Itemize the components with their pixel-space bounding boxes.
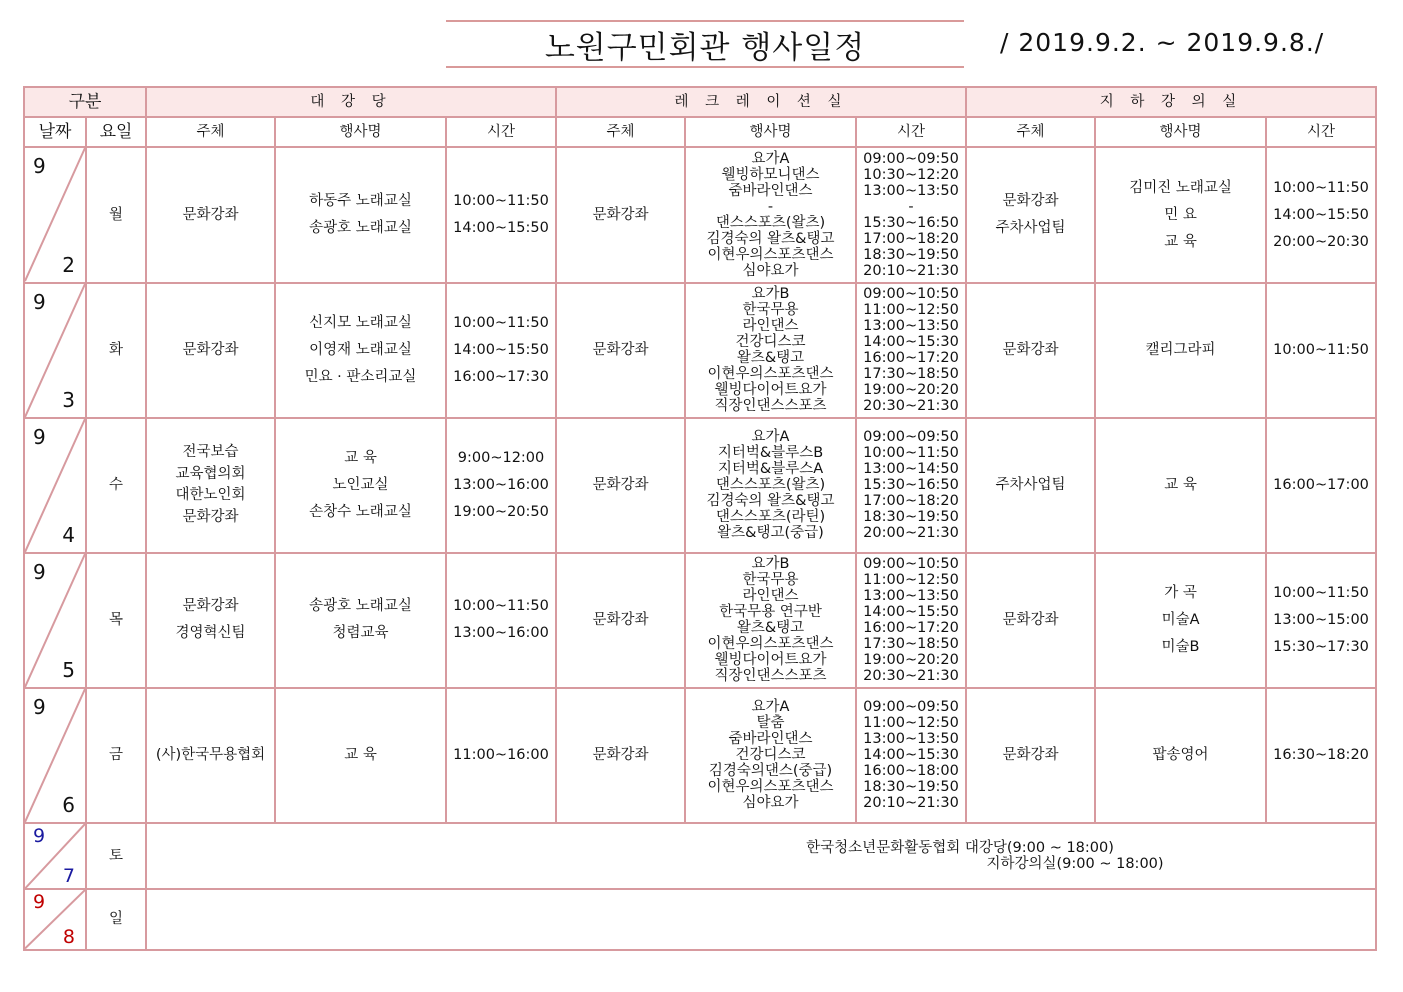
date-month: 9: [33, 824, 46, 847]
recreation-event-line: 건강디스코: [735, 334, 806, 351]
date-month: 9: [33, 694, 46, 719]
main-hall-time-line: 10:00~11:50: [453, 193, 549, 210]
sunday-empty-cell: [146, 889, 1376, 950]
main-hall-event-line: 하동주 노래교실: [309, 193, 412, 210]
recreation-event-line: 요가A: [751, 429, 790, 446]
recreation-time-line: 16:00~17:20: [863, 620, 959, 637]
recreation-event-line: 줌바라인댄스: [728, 183, 813, 200]
recreation-event-line: 요가A: [751, 151, 790, 168]
main-hall-host: [146, 147, 275, 282]
recreation-event-line: 김경숙의댄스(중급): [708, 763, 833, 780]
recreation-host-line: 문화강좌: [592, 476, 649, 493]
date-day: 8: [62, 925, 75, 948]
date-day: 3: [62, 388, 75, 413]
recreation-time-line: 13:00~13:50: [863, 731, 959, 748]
schedule-row-fri: [24, 688, 1376, 823]
main-hall-event-line: 청렴교육: [332, 625, 389, 642]
recreation-time-line: 18:30~19:50: [863, 509, 959, 526]
main-hall-event-line: 이영재 노래교실: [309, 341, 412, 358]
date-day: 7: [62, 864, 75, 887]
recreation-time-line: 13:00~14:50: [863, 461, 959, 478]
basement-event-line: 팝송영어: [1152, 746, 1209, 763]
header-basement-room: 지 하 강 의 실: [966, 87, 1376, 117]
header-main-hall: 대 강 당: [146, 87, 556, 117]
recreation-time-line: 13:00~13:50: [863, 183, 959, 200]
basement-host: [966, 553, 1095, 688]
main-hall-event-line: 교 육: [344, 449, 377, 466]
recreation-event-line: 한국무용: [742, 572, 799, 589]
recreation-host: [556, 147, 685, 282]
main-hall-time-line: 13:00~16:00: [453, 625, 549, 642]
header-date: 날짜: [24, 117, 86, 147]
recreation-time-line: 13:00~13:50: [863, 318, 959, 335]
main-hall-event: [275, 553, 446, 688]
main-hall-event-line: 민요 · 판소리교실: [304, 368, 417, 385]
recreation-host-line: 문화강좌: [592, 746, 649, 763]
header-gubun: 구분: [24, 87, 146, 117]
date-month: 9: [33, 559, 46, 584]
recreation-event-line: 댄스스포츠(왈츠): [715, 215, 826, 232]
weekday-label: 수: [86, 418, 146, 553]
basement-time-line: 14:00~15:50: [1273, 206, 1369, 223]
main-hall-host: [146, 283, 275, 418]
date-cell: [24, 688, 86, 823]
main-hall-time-line: 13:00~16:00: [453, 476, 549, 493]
recreation-host-line: 문화강좌: [592, 611, 649, 628]
recreation-time-line: 11:00~12:50: [863, 302, 959, 319]
date-month: 9: [33, 154, 46, 179]
date-cell: [24, 418, 86, 553]
basement-event-line: 교 육: [1164, 476, 1197, 493]
weekday-label: 토: [86, 823, 146, 890]
basement-time: [1266, 418, 1376, 553]
date-day: 5: [62, 658, 75, 683]
recreation-time-line: 13:00~13:50: [863, 588, 959, 605]
basement-event: [1095, 553, 1266, 688]
date-cell: [24, 147, 86, 282]
recreation-host: [556, 418, 685, 553]
main-hall-time: [446, 283, 556, 418]
recreation-event-line: 지터벅&블루스A: [717, 461, 824, 478]
recreation-event-line: 한국무용: [742, 302, 799, 319]
basement-time-line: 16:30~18:20: [1273, 746, 1369, 763]
header-time: 시간: [856, 117, 966, 147]
recreation-time: [856, 688, 966, 823]
recreation-event-line: 직장인댄스스포츠: [714, 398, 827, 415]
basement-host-line: 주차사업팀: [995, 476, 1066, 493]
main-hall-event: [275, 418, 446, 553]
main-hall-time-line: 19:00~20:50: [453, 503, 549, 520]
basement-host-line: 주차사업팀: [995, 220, 1066, 237]
basement-event-line: 가 곡: [1164, 584, 1197, 601]
basement-time-line: 10:00~11:50: [1273, 584, 1369, 601]
recreation-event-line: 웰빙다이어트요가: [714, 652, 827, 669]
basement-host: [966, 147, 1095, 282]
basement-host-line: 문화강좌: [1002, 341, 1059, 358]
main-hall-host-line: 경영혁신팀: [175, 625, 246, 642]
main-hall-host: [146, 418, 275, 553]
schedule-row-mon: [24, 147, 1376, 282]
main-hall-host: [146, 553, 275, 688]
weekday-label: 화: [86, 283, 146, 418]
basement-time-line: 15:30~17:30: [1273, 638, 1369, 655]
recreation-host: [556, 553, 685, 688]
recreation-time-line: 20:10~21:30: [863, 263, 959, 280]
main-hall-host-line: 전국보습: [182, 444, 239, 461]
recreation-time-line: 17:30~18:50: [863, 366, 959, 383]
recreation-event-line: 지터벅&블루스B: [717, 445, 824, 462]
page-title: 노원구민회관 행사일정: [446, 20, 964, 68]
recreation-time: [856, 418, 966, 553]
saturday-notes: [146, 823, 1376, 890]
main-hall-time-line: 9:00~12:00: [457, 449, 545, 466]
recreation-time-line: 18:30~19:50: [863, 247, 959, 264]
recreation-event: [685, 418, 856, 553]
main-hall-time: [446, 147, 556, 282]
main-hall-host-line: 문화강좌: [182, 598, 239, 615]
basement-event-line: 김미진 노래교실: [1129, 179, 1232, 196]
basement-event: [1095, 283, 1266, 418]
recreation-event-line: 왈츠&탱고: [736, 620, 805, 637]
header-recreation-room: 레 크 레 이 션 실: [556, 87, 966, 117]
weekday-label: 금: [86, 688, 146, 823]
basement-event-line: 민 요: [1164, 206, 1197, 223]
main-hall-event: [275, 688, 446, 823]
recreation-event-line: -: [767, 199, 774, 216]
recreation-time-line: 20:00~21:30: [863, 525, 959, 542]
recreation-time-line: 16:00~18:00: [863, 763, 959, 780]
basement-time-line: 20:00~20:30: [1273, 233, 1369, 250]
main-hall-time: [446, 553, 556, 688]
basement-time-line: 10:00~11:50: [1273, 341, 1369, 358]
recreation-time: [856, 147, 966, 282]
main-hall-time: [446, 688, 556, 823]
basement-host-line: 문화강좌: [1002, 746, 1059, 763]
header-event: 행사명: [275, 117, 446, 147]
basement-time: [1266, 283, 1376, 418]
recreation-time-line: 17:30~18:50: [863, 636, 959, 653]
main-hall-event: [275, 147, 446, 282]
recreation-event-line: 요가B: [751, 556, 790, 573]
recreation-time-line: 09:00~10:50: [863, 556, 959, 573]
recreation-event-line: 탈춤: [756, 715, 785, 732]
date-day: 4: [62, 523, 75, 548]
recreation-event: [685, 553, 856, 688]
header-event: 행사명: [685, 117, 856, 147]
header-host: 주체: [556, 117, 685, 147]
schedule-row-thu: [24, 553, 1376, 688]
recreation-time-line: 20:10~21:30: [863, 795, 959, 812]
main-hall-host-line: 문화강좌: [182, 508, 239, 525]
recreation-time-line: 11:00~12:50: [863, 572, 959, 589]
recreation-event-line: 직장인댄스스포츠: [714, 668, 827, 685]
main-hall-host-line: 문화강좌: [182, 341, 239, 358]
basement-time-line: 16:00~17:00: [1273, 476, 1369, 493]
recreation-event: [685, 147, 856, 282]
recreation-event-line: 김경숙의 왈츠&탱고: [706, 231, 835, 248]
recreation-event: [685, 688, 856, 823]
recreation-host-line: 문화강좌: [592, 206, 649, 223]
schedule-row-tue: [24, 283, 1376, 418]
main-hall-event-line: 신지모 노래교실: [309, 314, 412, 331]
header-row-halls: [24, 87, 1376, 117]
date-month: 9: [33, 424, 46, 449]
recreation-time-line: 10:00~11:50: [863, 445, 959, 462]
recreation-time-line: 18:30~19:50: [863, 779, 959, 796]
recreation-event-line: 이현우의스포츠댄스: [707, 779, 834, 796]
date-month: 9: [33, 891, 46, 914]
main-hall-event: [275, 283, 446, 418]
main-hall-event-line: 노인교실: [332, 476, 389, 493]
recreation-event-line: 댄스스포츠(왈츠): [715, 477, 826, 494]
schedule-row-sun: [24, 889, 1376, 950]
recreation-event-line: 웰빙하모니댄스: [721, 167, 820, 184]
basement-time: [1266, 553, 1376, 688]
recreation-time-line: 20:30~21:30: [863, 398, 959, 415]
basement-event-line: 교 육: [1164, 233, 1197, 250]
main-hall-host-line: 교육협의회: [175, 465, 246, 482]
recreation-host: [556, 688, 685, 823]
header-host: 주체: [146, 117, 275, 147]
recreation-time-line: 11:00~12:50: [863, 715, 959, 732]
main-hall-host-line: 대한노인회: [175, 487, 246, 504]
recreation-event-line: 라인댄스: [742, 588, 799, 605]
recreation-event-line: 이현우의스포츠댄스: [707, 636, 834, 653]
saturday-note-line: 한국청소년문화활동협회 대강당(9:00 ~ 18:00): [806, 839, 1114, 856]
main-hall-event-line: 송광호 노래교실: [309, 220, 412, 237]
main-hall-host-line: 문화강좌: [182, 206, 239, 223]
main-hall-host: [146, 688, 275, 823]
schedule-table: [23, 86, 1377, 951]
recreation-time-line: 09:00~09:50: [863, 699, 959, 716]
recreation-event-line: 웰빙다이어트요가: [714, 382, 827, 399]
recreation-event-line: 왈츠&탱고: [736, 350, 805, 367]
basement-time-line: 10:00~11:50: [1273, 179, 1369, 196]
basement-event: [1095, 147, 1266, 282]
basement-event-line: 미술A: [1161, 611, 1200, 628]
recreation-event-line: 한국무용 연구반: [719, 604, 822, 621]
recreation-time-line: 17:00~18:20: [863, 493, 959, 510]
main-hall-event-line: 송광호 노래교실: [309, 598, 412, 615]
date-day: 6: [62, 793, 75, 818]
date-cell: [24, 283, 86, 418]
recreation-time-line: 19:00~20:20: [863, 652, 959, 669]
main-hall-time: [446, 418, 556, 553]
recreation-host-line: 문화강좌: [592, 341, 649, 358]
recreation-time-line: 09:00~09:50: [863, 429, 959, 446]
recreation-time-line: 15:30~16:50: [863, 477, 959, 494]
saturday-note-line: 지하강의실(9:00 ~ 18:00): [986, 856, 1164, 873]
header-weekday: 요일: [86, 117, 146, 147]
recreation-time-line: 16:00~17:20: [863, 350, 959, 367]
recreation-time-line: 10:30~12:20: [863, 167, 959, 184]
recreation-time-line: 15:30~16:50: [863, 215, 959, 232]
recreation-time-line: -: [908, 199, 914, 216]
main-hall-time-line: 11:00~16:00: [453, 746, 549, 763]
main-hall-time-line: 16:00~17:30: [453, 368, 549, 385]
recreation-time-line: 17:00~18:20: [863, 231, 959, 248]
main-hall-event-line: 교 육: [344, 746, 377, 763]
header-row-columns: [24, 117, 1376, 147]
recreation-event-line: 심야요가: [742, 263, 799, 280]
main-hall-time-line: 10:00~11:50: [453, 314, 549, 331]
date-cell: [24, 823, 86, 890]
recreation-event-line: 이현우의스포츠댄스: [707, 247, 834, 264]
date-month: 9: [33, 289, 46, 314]
header-event: 행사명: [1095, 117, 1266, 147]
recreation-event-line: 라인댄스: [742, 318, 799, 335]
recreation-event-line: 왈츠&탱고(중급): [717, 525, 824, 542]
basement-host: [966, 418, 1095, 553]
main-hall-time-line: 14:00~15:50: [453, 341, 549, 358]
recreation-event-line: 이현우의스포츠댄스: [707, 366, 834, 383]
basement-time: [1266, 688, 1376, 823]
basement-host: [966, 688, 1095, 823]
main-hall-event-line: 손창수 노래교실: [309, 503, 412, 520]
recreation-time-line: 14:00~15:30: [863, 747, 959, 764]
weekday-label: 목: [86, 553, 146, 688]
basement-host-line: 문화강좌: [1002, 193, 1059, 210]
date-cell: [24, 553, 86, 688]
main-hall-time-line: 10:00~11:50: [453, 598, 549, 615]
schedule-row-wed: [24, 418, 1376, 553]
recreation-event-line: 심야요가: [742, 795, 799, 812]
recreation-time: [856, 553, 966, 688]
recreation-time-line: 19:00~20:20: [863, 382, 959, 399]
recreation-event: [685, 283, 856, 418]
recreation-host: [556, 283, 685, 418]
recreation-time-line: 14:00~15:30: [863, 334, 959, 351]
weekday-label: 월: [86, 147, 146, 282]
weekday-label: 일: [86, 889, 146, 950]
main-hall-time-line: 14:00~15:50: [453, 220, 549, 237]
recreation-event-line: 건강디스코: [735, 747, 806, 764]
recreation-event-line: 김경숙의 왈츠&탱고: [706, 493, 835, 510]
basement-time: [1266, 147, 1376, 282]
schedule-row-sat: [24, 823, 1376, 890]
recreation-event-line: 댄스스포츠(라틴): [715, 509, 826, 526]
recreation-event-line: 요가A: [751, 699, 790, 716]
recreation-event-line: 줌바라인댄스: [728, 731, 813, 748]
basement-host-line: 문화강좌: [1002, 611, 1059, 628]
basement-event: [1095, 688, 1266, 823]
header-host: 주체: [966, 117, 1095, 147]
basement-event-line: 미술B: [1161, 638, 1200, 655]
main-hall-host-line: (사)한국무용협회: [155, 746, 266, 763]
date-day: 2: [62, 253, 75, 278]
recreation-time-line: 20:30~21:30: [863, 668, 959, 685]
recreation-time-line: 09:00~10:50: [863, 286, 959, 303]
recreation-event-line: 요가B: [751, 286, 790, 303]
recreation-time-line: 14:00~15:50: [863, 604, 959, 621]
recreation-time-line: 09:00~09:50: [863, 151, 959, 168]
date-cell: [24, 889, 86, 950]
header-time: 시간: [446, 117, 556, 147]
header-time: 시간: [1266, 117, 1376, 147]
recreation-time: [856, 283, 966, 418]
basement-event: [1095, 418, 1266, 553]
basement-event-line: 캘리그라피: [1145, 341, 1216, 358]
basement-time-line: 13:00~15:00: [1273, 611, 1369, 628]
basement-host: [966, 283, 1095, 418]
schedule-period: / 2019.9.2. ~ 2019.9.8./: [1000, 28, 1325, 57]
